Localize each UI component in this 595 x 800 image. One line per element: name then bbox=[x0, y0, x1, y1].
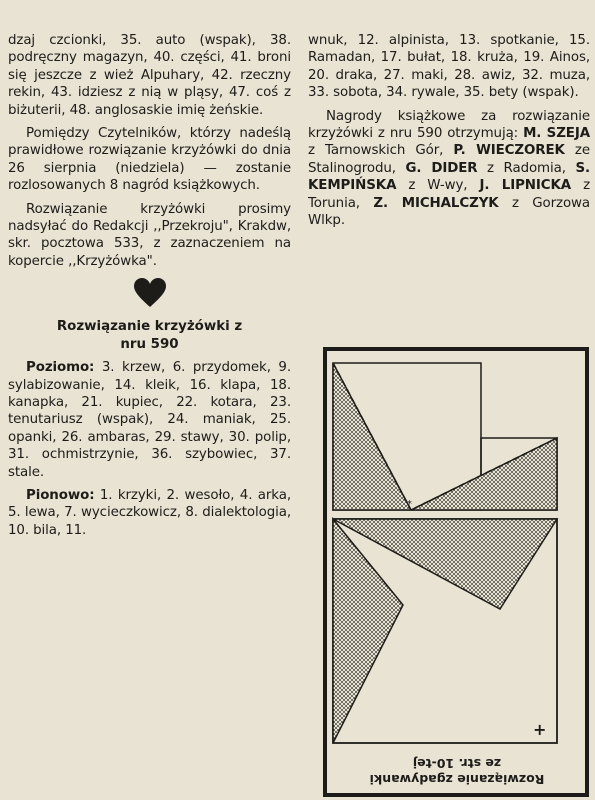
solution-vertical bbox=[8, 487, 291, 539]
clues-continued: dzaj czcionki, 35. auto (wspak), 38. podręczny magazyn, 40. części, 41. broni się jeszcze z wież Alpuhary, 42. rzeczny rekin, 43. idziesz z nią w pląsy, 47. coś z biżuterii, 48. anglosaskie imię żeńskie. bbox=[8, 33, 291, 118]
horizontal-label: Poziomo: bbox=[26, 360, 95, 376]
solution-vertical-continued: wnuk, 12. alpinista, 13. spotkanie, 15. Ramadan, 17. bułat, 18. kruża, 19. Ainos, 20. draka, 27. maki, 28. awiz, 32. muza, 33. sobota, 34. rywale, 35. bety (wspak). bbox=[308, 33, 590, 101]
solution-heading-line2: nru 590 bbox=[120, 336, 179, 352]
winner-town: z Tarnowskich Gór, bbox=[308, 143, 454, 159]
winner-name: M. SZEJA bbox=[523, 126, 590, 142]
horizontal-answers: 3. krzew, 6. przydomek, 9. sylabizowanie, 14. kleik, 16. klapa, 18. kanapka, 21. kupiec, 22. kotara, 23. tenutariusz (wspak), 24. maniak, 25. opanki, 26. ambaras, 29. stawy, 30. polip, 31. ochmistrzynie, 36. szybowiec, 37. stale. bbox=[8, 360, 291, 480]
winner-name: P. WIECZOREK bbox=[453, 143, 565, 159]
puzzle-solution-figure bbox=[323, 347, 591, 798]
puzzle-diagram bbox=[323, 347, 591, 798]
winner-name: G. DIDER bbox=[405, 160, 478, 176]
winners-intro: Nagrody książkowe za rozwiązanie krzyżówki z nru 590 otrzymują: bbox=[308, 108, 590, 142]
heart-icon bbox=[134, 278, 166, 308]
winner-town: ze Stalinogrodu, bbox=[308, 143, 590, 176]
star-mark: * bbox=[407, 499, 412, 510]
submission-instructions: Rozwiązanie krzyżówki prosimy nadsyłać do Redakcji ,,Przekroju", Krakdw, skr. pocztowa 533, z zaznaczeniem na kopercie ,,Krzyżówka". bbox=[8, 201, 291, 269]
caption-line1: Rozwiązanie zgadywanki bbox=[369, 772, 545, 787]
winners-list bbox=[308, 108, 590, 230]
winner-town: z Torunia, bbox=[308, 178, 591, 211]
left-column bbox=[8, 0, 291, 539]
caption-line2: ze str. 10-tej bbox=[412, 756, 502, 771]
winner-town: z Gorzowa Wlkp. bbox=[308, 195, 591, 229]
vertical-label: Pionowo: bbox=[26, 487, 95, 503]
solution-heading bbox=[8, 318, 291, 353]
vertical-answers: 1. krzyki, 2. wesoło, 4. arka, 5. lewa, 7. wycieczkowicz, 8. dialektologia, 10. bila, 11. bbox=[8, 487, 291, 538]
winner-name: J. LIPNICKA bbox=[479, 178, 572, 194]
plus-mark: + bbox=[533, 720, 547, 739]
winner-town: z Radomia, bbox=[477, 160, 576, 176]
solution-horizontal bbox=[8, 359, 291, 481]
winner-town: z W-wy, bbox=[396, 178, 480, 194]
winner-name: Z. MICHALCZYK bbox=[373, 195, 499, 211]
winner-name: S. KEMPIŃSKA bbox=[308, 160, 590, 194]
lower-left-dotted-shape bbox=[333, 519, 403, 743]
figure-caption bbox=[323, 747, 591, 787]
right-column bbox=[308, 0, 590, 229]
contest-announcement: Pomiędzy Czytelników, którzy nadeślą prawidłowe rozwiązanie krzyżówki do dnia 26 sierpnia (niedziela) — zostanie rozlosowanych 8 nagród książkowych. bbox=[8, 126, 291, 194]
solution-heading-line1: Rozwiązanie krzyżówki z bbox=[56, 319, 243, 335]
